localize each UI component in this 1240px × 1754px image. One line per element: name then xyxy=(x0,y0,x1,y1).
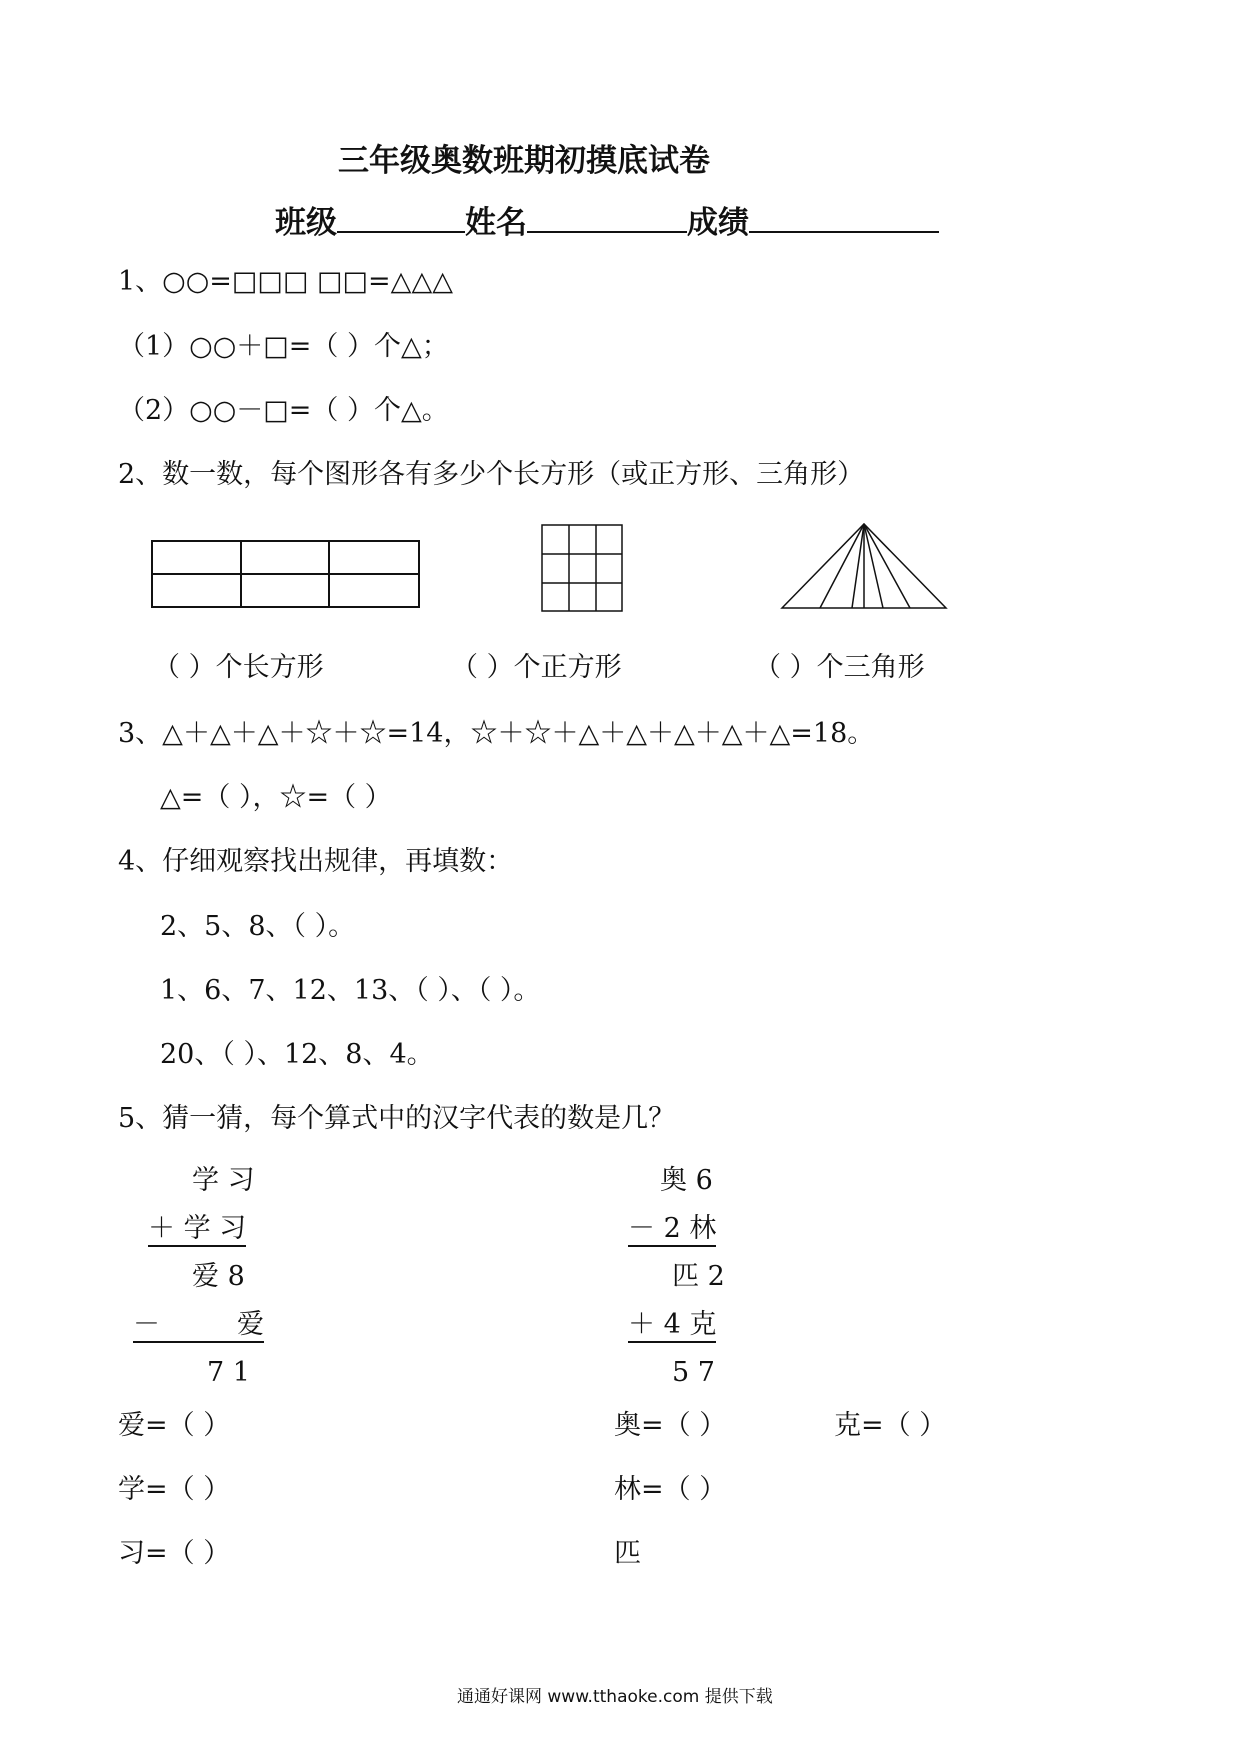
page-title: 三年级奥数班期初摸底试卷 xyxy=(338,143,710,179)
q1-sub2: （2）○○－□=（ ）个△。 xyxy=(118,395,449,426)
q5-left-row3: 爱 8 xyxy=(192,1261,245,1292)
q5-answer-pi: 匹 xyxy=(614,1538,641,1569)
score-label: 成绩 xyxy=(687,205,749,241)
q4-seq3: 20、（ ）、12、8、4。 xyxy=(160,1039,434,1070)
q5-left-row4-val: 爱 xyxy=(237,1309,264,1340)
q1-line: 1、○○=□□□ □□=△△△ xyxy=(118,266,453,297)
class-label: 班级 xyxy=(275,205,337,241)
q3-line: 3、△＋△＋△＋☆＋☆=14，☆＋☆＋△＋△＋△＋△＋△=18。 xyxy=(118,718,875,749)
header-row xyxy=(275,197,939,242)
q4-seq2: 1、6、7、12、13、（ ）、（ ）。 xyxy=(160,975,541,1006)
name-label: 姓名 xyxy=(465,205,527,241)
q5-left-row2: ＋ 学 习 xyxy=(148,1213,246,1247)
q4-line: 4、仔细观察找出规律，再填数： xyxy=(118,846,514,877)
score-blank[interactable] xyxy=(749,203,939,233)
name-blank[interactable] xyxy=(527,203,687,233)
q5-answer-ao: 奥=（ ） xyxy=(614,1410,727,1441)
rectangle-figure xyxy=(151,540,421,610)
q5-left-row1: 学 习 xyxy=(192,1165,255,1196)
q5-left-row4-op: － xyxy=(133,1309,160,1340)
q5-answer-xi: 习=（ ） xyxy=(118,1538,231,1569)
q5-line: 5、猜一猜，每个算式中的汉字代表的数是几？ xyxy=(118,1103,676,1134)
q2-answer-triangle: （ ）个三角形 xyxy=(754,652,925,683)
footer: 通通好课网 www.tthaoke.com 提供下载 xyxy=(457,1687,773,1707)
q4-seq1: 2、5、8、（ ）。 xyxy=(160,911,356,942)
q5-right-row4: ＋ 4 克 xyxy=(628,1309,716,1343)
q5-answer-ke: 克=（ ） xyxy=(834,1410,947,1441)
class-blank[interactable] xyxy=(337,203,465,233)
q5-right-row5: 5 7 xyxy=(672,1357,715,1388)
q2-answer-rect: （ ）个长方形 xyxy=(153,652,324,683)
q5-right-row3: 匹 2 xyxy=(672,1261,725,1292)
q5-answer-ai: 爱=（ ） xyxy=(118,1410,231,1441)
q2-answer-square: （ ）个正方形 xyxy=(451,652,622,683)
q1-sub1: （1）○○＋□=（ ）个△； xyxy=(118,331,449,362)
q5-answer-xue: 学=（ ） xyxy=(118,1474,231,1505)
q3-answer: △=（ ），☆=（ ） xyxy=(160,782,392,813)
q2-line: 2、数一数，每个图形各有多少个长方形（或正方形、三角形） xyxy=(118,459,865,490)
q5-left-row4 xyxy=(133,1309,264,1343)
q5-right-row2: － 2 林 xyxy=(628,1213,716,1247)
q5-answer-lin: 林=（ ） xyxy=(614,1474,727,1505)
square-grid-figure xyxy=(541,524,625,614)
triangle-figure xyxy=(780,522,950,612)
q5-right-row1: 奥 6 xyxy=(660,1165,713,1196)
q5-left-row5: 7 1 xyxy=(207,1357,250,1388)
